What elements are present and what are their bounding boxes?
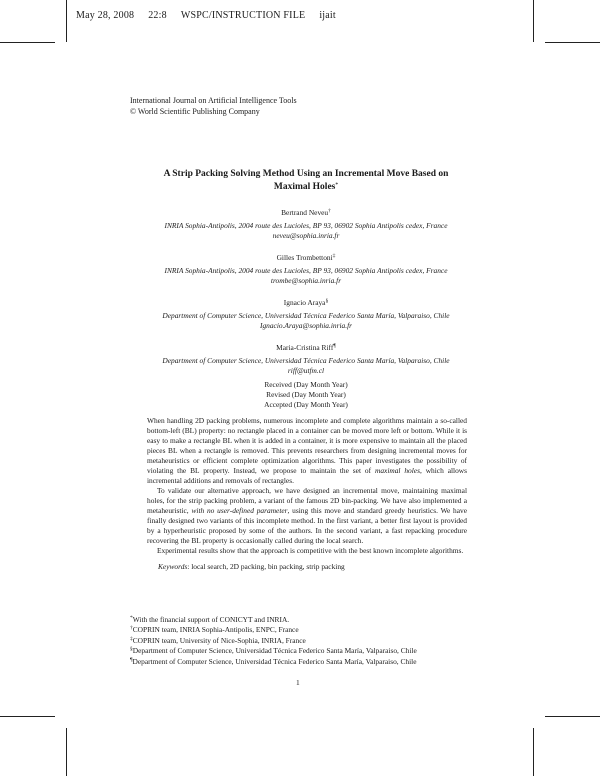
crop-mark-top-left-horizontal — [0, 42, 55, 43]
title-line-1: A Strip Packing Solving Method Using an Incremental Move Based on — [163, 169, 449, 179]
keywords-label: Keywords — [158, 562, 188, 571]
author-3-affiliation: Department of Computer Science, Universidad Técnica Federico Santa María, Valparaiso, Chile — [162, 311, 450, 320]
abstract-paragraph-2: To validate our alternative approach, we have designed an incremental move, maintaining maximal holes, for the strip packing problem, a variant of the famous 2D bin-packing. We have also implemented a metaheuristic, with no user-defined parameter, using this move and standard greedy heuristics. We have finally designed two variants of this incomplete method. In the first variant, a better first layout is provided by a hyperheuristic proposed by some of the authors. In the second variant, a fast repacking procedure recovering the BL property is occasionally called during the local search. — [147, 486, 468, 545]
running-header — [76, 10, 350, 21]
footnote-5: ¶Department of Computer Science, Universidad Técnica Federico Santa María, Valparaiso, Chile — [130, 656, 417, 666]
author-2-affiliation: INRIA Sophia-Antipolis, 2004 route des Lucioles, BP 93, 06902 Sophia Antipolis cedex, France — [164, 266, 448, 275]
paper-title — [130, 168, 482, 194]
keywords — [158, 562, 345, 571]
author-1-name: Bertrand Neveu† — [281, 208, 331, 217]
page-number: 1 — [296, 678, 300, 687]
abstract-paragraph-3: Experimental results show that the approach is competitive with the best known incomplete algorithms. — [157, 546, 464, 555]
author-4-name: Maria-Cristina Riff¶ — [276, 343, 336, 352]
title-footnote-mark: * — [335, 182, 339, 188]
author-1-affiliation: INRIA Sophia-Antipolis, 2004 route des Lucioles, BP 93, 06902 Sophia Antipolis cedex, France — [164, 221, 448, 230]
journal-info — [130, 95, 297, 117]
crop-mark-bottom-right-vertical — [533, 728, 534, 776]
header-date: May 28, 2008 — [76, 10, 135, 21]
header-style: WSPC/INSTRUCTION FILE — [180, 10, 306, 21]
journal-name: International Journal on Artificial Intelligence Tools — [130, 96, 297, 105]
abstract — [147, 416, 467, 556]
author-3-name: Ignacio Araya§ — [283, 298, 329, 307]
footnote-1: *With the financial support of CONICYT and INRIA. — [130, 615, 290, 624]
date-accepted: Accepted (Day Month Year) — [264, 400, 348, 409]
crop-mark-bottom-left-vertical — [66, 728, 67, 776]
date-received: Received (Day Month Year) — [264, 380, 348, 389]
footnotes — [130, 615, 490, 667]
crop-mark-bottom-right-horizontal — [545, 716, 600, 717]
crop-mark-top-right-vertical — [533, 0, 534, 42]
author-4-email: riff@utfm.cl — [287, 366, 325, 375]
footnote-2: †COPRIN team, INRIA Sophia-Antipolis, ENPC, France — [130, 625, 299, 635]
date-revised: Revised (Day Month Year) — [266, 390, 346, 399]
crop-mark-top-left-vertical — [66, 0, 67, 42]
author-4-affiliation: Department of Computer Science, Universidad Técnica Federico Santa María, Valparaiso, Chile — [162, 356, 450, 365]
crop-mark-bottom-left-horizontal — [0, 716, 55, 717]
author-2-name: Gilles Trombettoni‡ — [276, 253, 336, 262]
header-time: 22:8 — [148, 10, 167, 21]
crop-mark-top-right-horizontal — [545, 42, 600, 43]
footnote-3: ‡COPRIN team, University of Nice-Sophia, INRIA, France — [130, 635, 306, 645]
author-2-email: trombe@sophia.inria.fr — [270, 276, 342, 285]
header-file: ijait — [319, 10, 336, 21]
journal-copyright: © World Scientific Publishing Company — [130, 107, 260, 116]
title-line-2: Maximal Holes* — [273, 182, 339, 192]
abstract-paragraph-1: When handling 2D packing problems, numerous incomplete and complete algorithms maintain a so-called bottom-left (BL) property: no rectangle placed in a container can be moved more left or bottom. While it is easy to make a rectangle BL when it is added in a container, it is more expensive to maintain all the placed pieces BL when a rectangle is removed. This prevents researchers from designing incremental moves for metaheuristics or efficient complete optimization algorithms. This paper investigates the possibility of violating the BL property. Instead, we propose to maintain the set of maximal holes, which allows incremental additions and removals of rectangles. — [147, 416, 467, 485]
keywords-text: : local search, 2D packing, bin packing, strip packing — [187, 562, 345, 571]
author-1-email: neveu@sophia.inria.fr — [272, 231, 340, 240]
footnote-4: §Department of Computer Science, Universidad Técnica Federico Santa María, Valparaiso, Chile — [130, 646, 417, 656]
author-3-email: Ignacio.Araya@sophia.inria.fr — [260, 321, 352, 330]
